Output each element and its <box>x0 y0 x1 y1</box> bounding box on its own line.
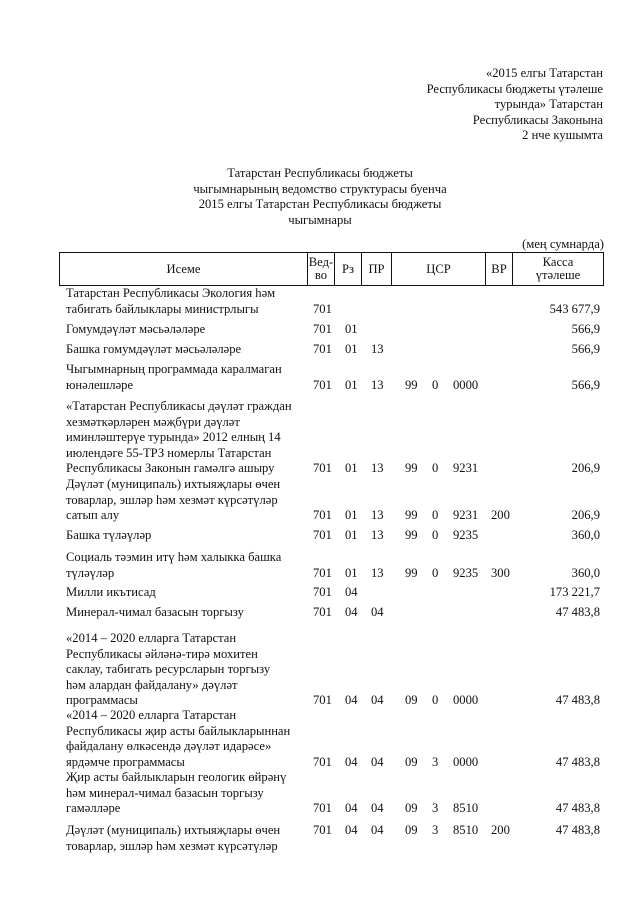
cell-csr1: 09 <box>405 823 418 837</box>
document-title <box>150 166 490 228</box>
row-name-line: «Татарстан Республикасы дәүләт граждан <box>66 399 292 413</box>
cell-csr3: 0000 <box>453 693 479 707</box>
header-pr: ПР <box>361 253 391 285</box>
annex-line: турында» Татарстан <box>494 97 603 111</box>
cell-csr1: 09 <box>405 801 418 815</box>
cell-pr: 13 <box>371 528 384 542</box>
row-name-line: Башка гомумдәүләт мәсьәләләре <box>66 342 242 356</box>
cell-csr1: 99 <box>405 377 418 392</box>
cell-sum: 543 677,9 <box>549 301 600 316</box>
table-row <box>0 585 640 601</box>
header-name: Исеме <box>166 261 201 276</box>
cell-sum: 47 483,8 <box>555 605 600 619</box>
row-name <box>66 342 298 358</box>
table-row <box>0 550 640 581</box>
cell-csr1: 99 <box>405 461 418 475</box>
table-row <box>0 322 640 338</box>
row-name <box>66 770 298 817</box>
cell-rz: 01 <box>345 508 358 522</box>
cell-sum: 47 483,8 <box>555 693 600 707</box>
row-name-line: гамәлләре <box>66 801 121 815</box>
row-name-line: һәм минерал-чимал базасын торгызу <box>66 785 264 800</box>
cell-vr: 200 <box>491 823 510 837</box>
cell-csr1: 99 <box>405 528 418 542</box>
row-name <box>66 708 298 770</box>
cell-pr: 13 <box>371 461 384 475</box>
cell-sum: 47 483,8 <box>555 801 600 815</box>
row-name-line: юнәлешләре <box>66 377 134 392</box>
row-name-line: Республикасы җир асты байлыкларыннан <box>66 723 291 738</box>
row-name <box>66 631 298 709</box>
row-name-line: Гомумдәүләт мәсьәләләре <box>66 322 206 336</box>
row-name-line: товарлар, эшләр һәм хезмәт күрсәтүләр <box>66 492 278 507</box>
title-line: чыгымнары <box>288 212 352 227</box>
cell-rz: 01 <box>345 461 358 475</box>
table-row <box>0 823 640 854</box>
cell-ved: 701 <box>313 565 332 580</box>
table-row <box>0 362 640 393</box>
row-name-line: программасы <box>66 693 138 707</box>
cell-sum: 47 483,8 <box>555 754 600 769</box>
cell-sum: 173 221,7 <box>549 585 600 599</box>
cell-pr: 04 <box>371 693 384 707</box>
table-row <box>0 528 640 544</box>
cell-csr2: 3 <box>432 823 439 837</box>
cell-csr1: 09 <box>405 693 418 707</box>
cell-csr1: 09 <box>405 754 418 769</box>
cell-ved: 701 <box>313 823 332 837</box>
row-name-line: Дәүләт (муниципаль) ихтыяҗлары өчен <box>66 823 281 837</box>
row-name-line: «2014 – 2020 елларга Татарстан <box>66 631 237 645</box>
title-line: 2015 елгы Татарстан Республикасы бюджеты <box>198 197 442 211</box>
cell-rz: 01 <box>345 342 358 356</box>
row-name <box>66 362 298 393</box>
cell-csr2: 3 <box>432 754 439 769</box>
cell-csr2: 3 <box>432 801 439 815</box>
cell-csr1: 99 <box>405 508 418 522</box>
header-csr: ЦСР <box>391 253 485 285</box>
table-row <box>0 477 640 524</box>
cell-ved: 701 <box>313 461 332 475</box>
cell-csr3: 0000 <box>453 377 479 392</box>
table-row <box>0 631 640 709</box>
cell-csr3: 9235 <box>453 565 479 580</box>
cell-sum: 566,9 <box>571 322 600 336</box>
cell-sum: 360,0 <box>571 528 600 542</box>
row-name-line: ярдәмче программасы <box>66 754 185 769</box>
cell-ved: 701 <box>313 301 332 316</box>
row-name-line: Милли икътисад <box>66 585 156 599</box>
row-name <box>66 399 298 477</box>
table-row <box>0 286 640 317</box>
row-name-line: иминләштерүе турында» 2012 елның 14 <box>66 430 281 444</box>
row-name-line: Татарстан Республикасы Экология һәм <box>66 286 276 300</box>
header-vr: ВР <box>485 253 512 285</box>
row-name-line: Башка түләүләр <box>66 528 152 542</box>
header-ved: Вед- во <box>307 253 334 285</box>
cell-rz: 04 <box>345 754 358 769</box>
cell-ved: 701 <box>313 693 332 707</box>
cell-pr: 04 <box>371 605 384 619</box>
row-name <box>66 605 298 621</box>
title-line: чыгымнарының ведомство структурасы буенча <box>193 181 447 196</box>
row-name-line: Дәүләт (муниципаль) ихтыяҗлары өчен <box>66 477 281 491</box>
row-name-line: Чыгымнарның программада каралмаган <box>66 362 282 376</box>
cell-sum: 47 483,8 <box>555 823 600 837</box>
row-name-line: товарлар, эшләр һәм хезмәт күрсәтүләр <box>66 838 278 853</box>
row-name-line: түләүләр <box>66 565 115 580</box>
cell-ved: 701 <box>313 322 332 336</box>
cell-ved: 701 <box>313 342 332 356</box>
cell-rz: 01 <box>345 377 358 392</box>
row-name <box>66 528 298 544</box>
cell-ved: 701 <box>313 528 332 542</box>
annex-line: Республикасы Законына <box>472 112 603 127</box>
row-name-line: сатып алу <box>66 508 120 522</box>
annex-reference <box>363 66 603 144</box>
cell-sum: 206,9 <box>571 461 600 475</box>
cell-ved: 701 <box>313 585 332 599</box>
row-name-line: табигать байлыклары министрлыгы <box>66 301 259 316</box>
row-name-line: һәм алардан файдалану» дәүләт <box>66 677 238 692</box>
table-row <box>0 342 640 358</box>
row-name <box>66 322 298 338</box>
cell-pr: 04 <box>371 754 384 769</box>
row-name-line: Минерал-чимал базасын торгызу <box>66 605 244 619</box>
cell-ved: 701 <box>313 801 332 815</box>
cell-csr2: 0 <box>432 693 439 707</box>
cell-ved: 701 <box>313 605 332 619</box>
cell-ved: 701 <box>313 508 332 522</box>
cell-pr: 13 <box>371 565 384 580</box>
row-name-line: хезмәткәрләрен мәҗбүри дәүләт <box>66 414 240 429</box>
cell-csr3: 0000 <box>453 754 479 769</box>
cell-rz: 04 <box>345 823 358 837</box>
cell-csr2: 0 <box>432 528 439 542</box>
table-row <box>0 399 640 477</box>
row-name-line: файдалану өлкәсендә дәүләт идарәсе» <box>66 739 272 753</box>
header-rz: Рз <box>334 253 361 285</box>
row-name-line: саклау, табигать ресурсларын торгызу <box>66 662 271 676</box>
cell-rz: 04 <box>345 605 358 619</box>
annex-line: 2 нче кушымта <box>522 128 603 142</box>
cell-rz: 04 <box>345 801 358 815</box>
annex-line: Республикасы бюджеты үтәлеше <box>426 81 603 96</box>
row-name <box>66 823 298 854</box>
row-name <box>66 585 298 601</box>
row-name-line: «2014 – 2020 елларга Татарстан <box>66 708 237 722</box>
header-sum: Касса үтәлеше <box>512 253 603 285</box>
row-name-line: Республикасы Законын гамәлгә ашыру <box>66 461 275 475</box>
cell-csr2: 0 <box>432 565 439 580</box>
cell-sum: 360,0 <box>571 565 600 580</box>
row-name-line: Социаль тәэмин итү һәм халыкка башка <box>66 550 282 564</box>
cell-vr: 200 <box>491 508 510 522</box>
row-name-line: Җир асты байлыкларын геологик өйрәнү <box>66 770 287 784</box>
cell-pr: 13 <box>371 508 384 522</box>
title-line: Татарстан Республикасы бюджеты <box>227 166 413 180</box>
row-name <box>66 286 298 317</box>
cell-pr: 04 <box>371 801 384 815</box>
cell-rz: 04 <box>345 585 358 599</box>
cell-csr3: 9235 <box>453 528 479 542</box>
table-row <box>0 770 640 817</box>
cell-sum: 566,9 <box>571 342 600 356</box>
table-row <box>0 708 640 770</box>
cell-sum: 566,9 <box>571 377 600 392</box>
cell-pr: 13 <box>371 377 384 392</box>
cell-csr2: 0 <box>432 461 439 475</box>
table-header <box>59 252 604 286</box>
cell-csr1: 99 <box>405 565 418 580</box>
cell-rz: 04 <box>345 693 358 707</box>
cell-csr2: 0 <box>432 377 439 392</box>
row-name <box>66 477 298 524</box>
cell-csr3: 8510 <box>453 801 479 815</box>
units-note: (мең сумнарда) <box>522 237 604 251</box>
annex-line: «2015 елгы Татарстан <box>485 66 603 80</box>
cell-sum: 206,9 <box>571 508 600 522</box>
cell-csr2: 0 <box>432 508 439 522</box>
row-name <box>66 550 298 581</box>
cell-rz: 01 <box>345 565 358 580</box>
row-name-line: Республикасы әйләнә-тирә мохитен <box>66 646 258 661</box>
cell-csr3: 9231 <box>453 508 479 522</box>
cell-rz: 01 <box>345 322 358 336</box>
row-name-line: июлендәге 55-ТРЗ номерлы Татарстан <box>66 445 272 460</box>
cell-pr: 13 <box>371 342 384 356</box>
cell-csr3: 8510 <box>453 823 479 837</box>
cell-vr: 300 <box>491 565 510 580</box>
cell-rz: 01 <box>345 528 358 542</box>
cell-ved: 701 <box>313 377 332 392</box>
cell-csr3: 9231 <box>453 461 479 475</box>
table-row <box>0 605 640 621</box>
cell-ved: 701 <box>313 754 332 769</box>
cell-pr: 04 <box>371 823 384 837</box>
